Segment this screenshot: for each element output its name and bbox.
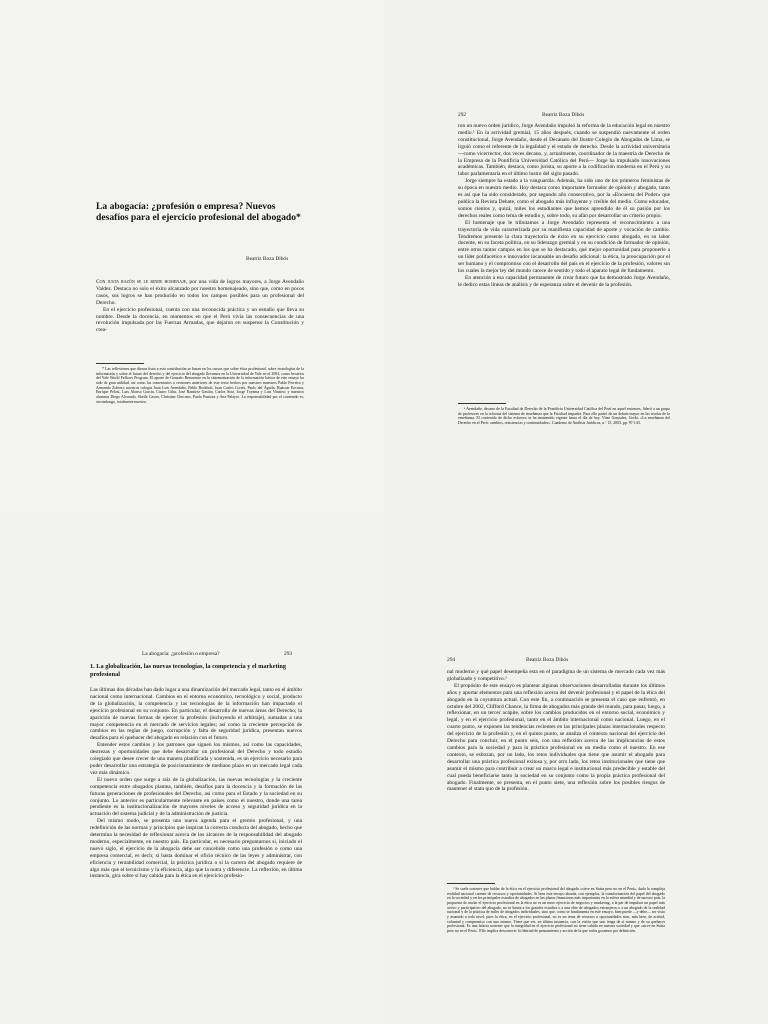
footnote-rule [458, 403, 506, 404]
footnote: ² Se suele sostener que hablar de la ética en el ejercicio profesional del abogado «sirve en Suiza pero no en el Perú», dada la compleja realidad nacional carente de recursos y oportunidades. Si bien este ensayo aborda, con ejemplos, la transformación del papel del abogado en la sociedad y en los principales estudios de abogados en las plazas financieras más importantes en la esfera mundial y de nuestro país, la propuesta de anclar el ejercicio profesional en la ética no es un mero ejercicio de negocios y marketing, a la par de impulsar un papel más activo y participativo del abogado, no se limita a los grandes estudios o a una elite de abogados extranjeros o a un abogado de la realidad nacional y de la práctica de miles de abogados individuales, sino que, como se fundamenta en este ensayo, bien puede —y debe— ser visto y asumido a todo nivel, pues la ética, en el ejercicio profesional, no es un tema de recursos u oportunidades sino, más bien, de actitud, voluntad y compromiso con uno mismo. Tiene que ver, en última instancia, con la visión que uno tenga de sí mismo y de su quehacer profesional. Es una falacia sostener que la integridad en el ejercicio profesional no tiene cabida en nuestra sociedad y que «sirve en Suiza pero no en el Perú». Ello implica desconocer la libertad de pensamiento y acción de la que todos gozamos por definición. [447, 887, 665, 933]
footnote: ¹ Avendaño, decano de la Facultad de Derecho de la Pontificia Universidad Católica del Perú en aquel entonces, lideró a un grupo de profesores en la reforma del sistema de enseñanza que la Facultad impartía. Para ello partió de un debate mayor en las teorías de la enseñanza. El contenido de dicho esfuerzo se ha mantenido vigente hasta el día de hoy. Vitae Gonzalez, Gorki. «La enseñanza del Derecho en el Perú: cambios, resistencias y continuidades». Cuaderno de Análisis Jurídicos, n.º 15, 2003, pp. 97-143. [458, 407, 670, 425]
page1-paragraph [96, 279, 304, 307]
page-292 [384, 0, 768, 512]
page3-body [90, 687, 302, 1015]
article-title: La abogacía: ¿profesión o empresa? Nuevos desafíos para el ejercicio profesional del abogado* [96, 201, 301, 223]
running-head: La abogacía: ¿profesión o empresa? [142, 651, 220, 657]
paragraph: nal moderno y qué papel desempeña esta en el paradigma de un sistema de mercado cada vez más globalizado y competitivo.² [447, 669, 665, 682]
paragraph: Las últimas dos décadas han dado lugar a una dinamización del mercado legal, tanto en el ámbito nacional como internacional. Cambios en el entorno económico, tecnológico y social, producto de la globalización, la competencia y las tecnologías de la información han impactado el ejercicio profesional en su conjunto. En particular, el desarrollo de nuevas áreas del Derecho; la aparición de nuevas formas de ejercer la profesión (incluyendo el arbitraje), sumadas a una mayor competencia en el mercado de servicios legales; así como la creciente percepción de cambios en las reglas de juego, corrupción y falta de seguridad jurídica, presentan nuevos desafíos para el quehacer del abogado en relación con el futuro. [90, 687, 302, 742]
page-first [0, 0, 384, 512]
paragraph: El homenaje que le tributamos a Jorge Avendaño representa el reconocimiento a una trayectoria de vida caracterizada por su manifiesta capacidad de aporte y vocación de cambio. Tendremos presente la clara trayectoria de éxito en su ejercicio como abogado, en su labor docente, en su faceta política, en su liderazgo gremial y en su condición de formador de opinión, entre otros tantos campos en los que se ha destacado, qué mejor oportunidad para proponerle a un líder polifacético e innovador incansable un desafío adicional: la ética, la preocupación por el ser humano y el compromiso con el desarrollo del país en el ejercicio de la profesión, valores sin los cuales la mejor ley del mundo carece de sentido y todo el aparato legal de fundamento. [458, 219, 670, 275]
lead-in-small-caps: Con justa razón se le rinde homenaje [96, 279, 187, 285]
paragraph: En atención a esa capacidad permanente de crear futuro que ha demostrado Jorge Avendaño, le dedico estas líneas de análisis y de esperanza sobre el devenir de la profesión. [458, 274, 670, 288]
page-number: 293 [284, 651, 293, 657]
paragraph: Jorge siempre ha estado a la vanguardia. Además, ha sido uno de los primeros feministas de su época en nuestro medio. Hoy destaca como importante formador de opinión y abogado, tanto es así que ha sido considerado, por segundo año consecutivo, por la «Encuesta del Poder» que publica la Revista Debate, como el abogado más influyente y creíble del medio. Como educador, somos cientos y, quizá, miles los estudiantes que hemos aprendido de él su pasión por los derechos reales como tema de estudio y, sobre todo, su afán por desarrollar un criterio propio. [458, 178, 670, 219]
paragraph: Del mismo modo, se presenta una nueva agenda para el gremio profesional, y una redefinición de las normas y principios que inspiran la correcta conducta del abogado, hecho que determina la necesidad de reflexionar acerca de los alcances de la responsabilidad del abogado moderno, especialmente, en nuestro país. En particular, es necesario preguntarnos si, iniciado el nuevo siglo, el ejercicio de la abogacía debe ser concebido como una profesión o como una empresa comercial, es decir, si basta dominar el oficio técnico de las leyes y administrar, con eficiencia y rentabilidad comercial, la práctica jurídica o si la carrera del abogado requiere de algo más que el tecnicismo y la eficiencia, algo que la nutra y diferencie. La reflexión, en última instancia, gira sobre si hay cabida para la ética en el ejercicio profesio- [90, 818, 302, 880]
footnote-rule [447, 883, 495, 884]
author-name: Beatriz Boza Dibós [246, 256, 289, 262]
article-title-block [96, 201, 306, 241]
page4-footnote-block [447, 887, 665, 959]
page-293 [0, 512, 384, 1024]
paragraph: Entender estos cambios y los patrones que siguen los mismos, así como las capacidades, destrezas y oportunidades que debe desarrollar un profesional del Derecho y todo estudio colegiado que desee crecer de una manera planificada y sostenida, es un ejercicio necesario para poder desarrollar una estrategia de posicionamiento de mediano plazo en un mercado legal cada vez más dinámico. [90, 742, 302, 776]
page1-paragraph: En el ejercicio profesional, cuenta con una reconocida práctica y un estudio que lleva su nombre. Desde la docencia, en momentos en que el Perú vivía las consecuencias de una revolución impulsada por las Fuerzas Armadas, que dejaron en suspenso la Constitución y crea- [96, 306, 304, 334]
page-294 [384, 512, 768, 1024]
page1-footnote-block [96, 367, 304, 413]
paragraph-text: , por una vida de logros mayores, a Jorge Avendaño Valdez. Destaca no solo el éxito alcanzado por nuestro homenajeado, sino que, como en pocos casos, sus logros se han producido en todos los campos posibles para un profesional del Derecho. [96, 279, 304, 306]
section-heading: 1. La globalización, las nuevas tecnologías, la competencia y el marketing profesional [90, 663, 287, 678]
running-head: Beatriz Boza Dibós [526, 657, 569, 663]
page2-footnote-block [458, 407, 670, 441]
paragraph: ron un nuevo orden jurídico, Jorge Avendaño impulsó la reforma de la educación legal en nuestro medio.¹ En la actividad gremial, 15 años después, cuando se suspendió nuevamente el orden constitucional, Jorge Avendaño, desde el Decanato del Ilustre Colegio de Abogados de Lima, se irguió como el referente de la legalidad y el estado de derecho. Desde la actividad universitaria —como vicerrector, dos veces decano, y, actualmente, coordinador de la maestría de Derecho de la Empresa de la Pontificia Universidad Católica del Perú— Jorge ha impulsado innovaciones académicas. También, destaca, como jurista, su aporte a la codificación moderna en el Perú y su labor parlamentaria en el último lustro del siglo pasado. [458, 123, 670, 178]
running-head: Beatriz Boza Dibós [542, 112, 585, 118]
footnote: * Las reflexiones que dieron fruto a esta contribución se basan en los cursos que sobre ética profesional, sobre tecnologías de la información y sobre el futuro del derecho y del ejercicio del abogado llevamos en la Universidad de Yale en el 2002, como becarios del Yale World Fellows Program. El aporte de Gonzalo Benavente en la sistematización de la información básica de este ensayo ha sido de gran utilidad, así como los comentarios a versiones anteriores de este texto hechos por nuestros maestros Pablo Ferreiro y Armando Zolezzi; nuestros colegas Juan Luis Avendaño, Pablo Beckholt, Juan Carlos Cortés, Paolo del Águila, Huáscar Ezcurra, Enrique Pelosi, Luis Alonso García, Castro Gibu, José Ramírez Gastón, Carlos Soto, Jorge Toyama y Luis Vinatea; y nuestros alumnos Diego Alvarado, Sheila Castro, Christian Chocano, Paolo Punizza y Ana Palayro. La responsabilidad por el contenido es, sin embargo, totalmente nuestra. [96, 367, 304, 404]
paragraph: El propósito de este ensayo es plantear algunas observaciones desarrolladas durante los últimos años y aportar elementos para una reflexión acerca del devenir profesional y el papel de la ética del abogado en la coyuntura actual. Con este fin, a continuación se presenta el caso que enfrentó, en octubre del 2002, Clifford Chance, la firma de abogados más grande del mundo, para pasar, luego, a reflexionar, en un tercer acápite, sobre los cambios producidos en el entorno social, económico y legal, y en el ejercicio profesional, tanto en el ámbito internacional como nacional. Luego, en el cuarto punto, se exponen las tendencias recientes en las principales plazas internacionales respecto del ejercicio de la profesión y, en el quinto punto, se analiza el contexto nacional del ejercicio del Derecho para concluir, en el punto seis, con una reflexión acerca de las implicancias de estos cambios para la sociedad y para la práctica profesional en un medio como el nuestro. En ese contexto, se esbozan, por un lado, los retos individuales que tiene que asumir el abogado para desarrollar una práctica profesional exitosa y, por otro lado, los retos institucionales que tiene que asumir el mismo para contribuir a crear un marco legal e institucional más predecible y estable del cual pueda beneficiarse tanto la sociedad en su conjunto como la propia práctica profesional del abogado. Finalmente, se presenta, en el punto siete, una reflexión sobre los posibles riesgos de mantener el statu quo de la profesión. [447, 682, 665, 793]
paragraph: El nuevo orden que surge a raíz de la globalización, las nuevas tecnologías y la creciente competencia entre abogados plantea, también, desafíos para la docencia y la formación de las futuras generaciones de profesionales del Derecho, así como para el Estado y la sociedad en su conjunto. Lo anterior es particularmente relevante en países como el nuestro, donde una tarea pendiente es la institucionalización de mayores niveles de acceso y seguridad jurídica en la actuación del sistema judicial y de la administración de justicia. [90, 776, 302, 818]
page2-body [458, 123, 670, 385]
page4-body [447, 669, 665, 841]
page-number: 294 [447, 657, 456, 663]
footnote-rule [96, 363, 144, 364]
page-number: 292 [458, 112, 467, 118]
section-heading-block [90, 663, 302, 681]
page1-body [96, 279, 304, 343]
